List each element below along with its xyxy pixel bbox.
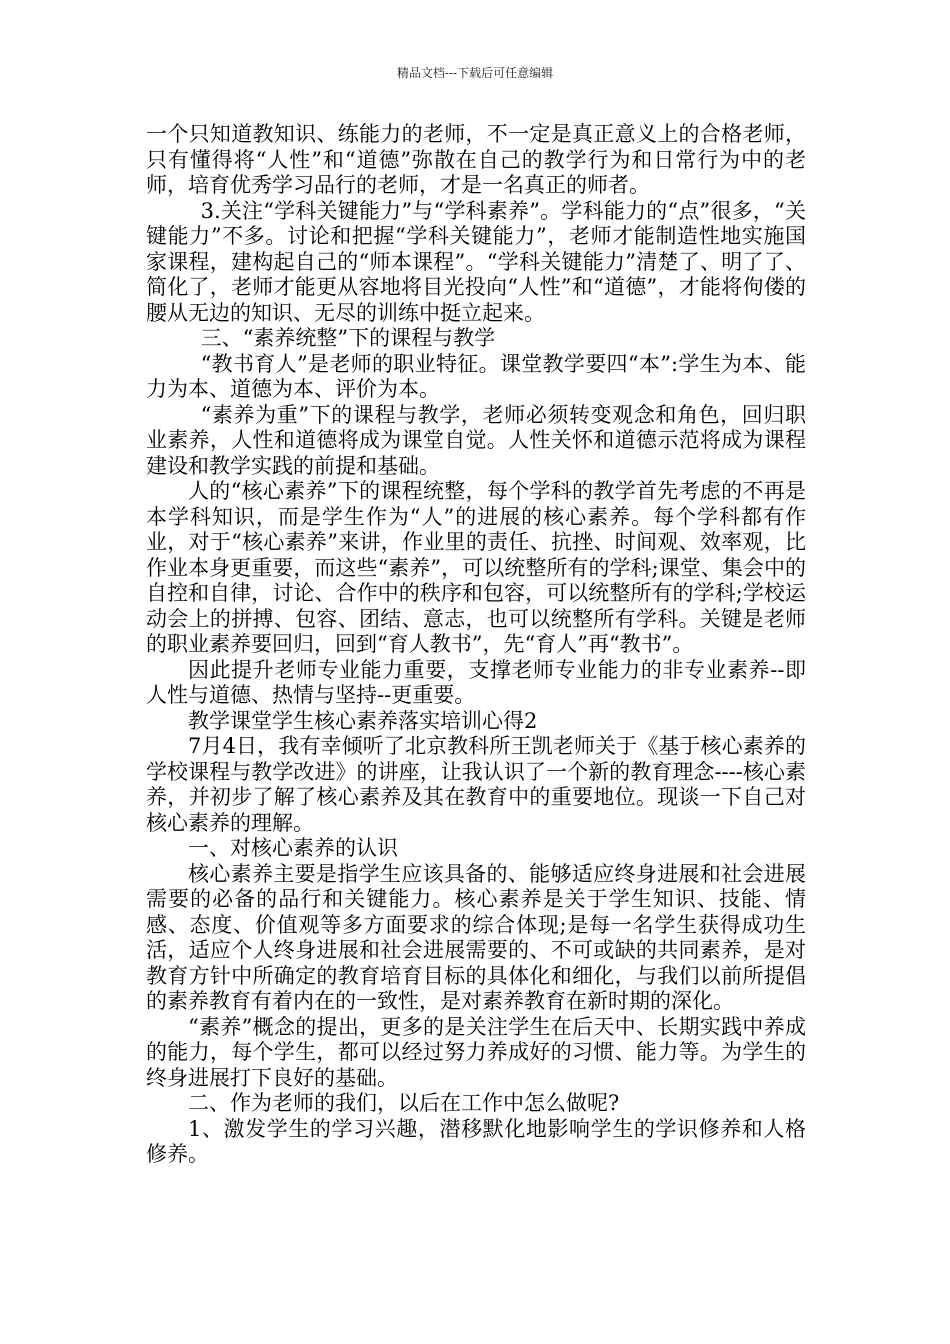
paragraph: 7月4日，我有幸倾听了北京教科所王凯老师关于《基于核心素养的学校课程与教学改进》的讲座，让我认识了一个新的教育理念----核心素养，并初步了解了核心素养及其在教育中的重要地位。现谈一下自己对核心素养的理解。 (146, 734, 806, 835)
document-body (146, 122, 806, 1168)
paragraph: 人的“核心素养”下的课程统整，每个学科的教学首先考虑的不再是本学科知识，而是学生作为“人”的进展的核心素养。每个学科都有作业，对于“核心素养”来讲，作业里的责任、抗挫、时间观、效率观，比作业本身更重要，而这些“素养”，可以统整所有的学科;课堂、集会中的自控和自律，讨论、合作中的秩序和包容，可以统整所有的学科;学校运动会上的拼搏、包容、团结、意志，也可以统整所有学科。关键是老师的职业素养要回归，回到“育人教书”，先“育人”再“教书”。 (146, 479, 806, 656)
section-heading: 三、“素养统整”下的课程与教学 (200, 326, 496, 350)
paragraph: “素养”概念的提出，更多的是关注学生在后天中、长期实践中养成的能力，每个学生，都可以经过努力养成好的习惯、能力等。为学生的终身进展打下良好的基础。 (146, 1014, 806, 1090)
paragraph: 3.关注“学科关键能力”与“学科素养”。学科能力的“点”很多，“关键能力”不多。讨论和把握“学科关键能力”，老师才能制造性地实施国家课程，建构起自己的“师本课程”。“学科关键能力”清楚了、明了了、简化了，老师才能更从容地将目光投向“人性”和“道德”，才能将佝偻的腰从无边的知识、无尽的训练中挺立起来。 (146, 198, 806, 325)
paragraph: 核心素养主要是指学生应该具备的、能够适应终身进展和社会进展需要的必备的品行和关键能力。核心素养是关于学生知识、技能、情感、态度、价值观等多方面要求的综合体现;是每一名学生获得成功生活，适应个人终身进展和社会进展需要的、不可或缺的共同素养，是对教育方针中所确定的教育培育目标的具体化和细化，与我们以前所提倡的素养教育有着内在的一致性，是对素养教育在新时期的深化。 (146, 861, 806, 1013)
page-header: 精品文档---下载后可任意编辑 (396, 66, 554, 80)
section-heading: 一、对核心素养的认识 (188, 836, 398, 860)
paragraph: 一个只知道教知识、练能力的老师，不一定是真正意义上的合格老师，只有懂得将“人性”和“道德”弥散在自己的教学行为和日常行为中的老师，培育优秀学习品行的老师，才是一名真正的师者。 (146, 122, 806, 197)
paragraph: “素养为重”下的课程与教学，老师必须转变观念和角色，回归职业素养，人性和道德将成为课堂自觉。人性关怀和道德示范将成为课程建设和教学实践的前提和基础。 (146, 402, 806, 478)
paragraph: 1、激发学生的学习兴趣，潜移默化地影响学生的学识修养和人格修养。 (146, 1116, 806, 1166)
paragraph: 因此提升老师专业能力重要，支撑老师专业能力的非专业素养--即人性与道德、热情与坚持--更重要。 (146, 657, 806, 707)
section-heading: 二、作为老师的我们，以后在工作中怎么做呢? (188, 1091, 620, 1115)
paragraph: “教书育人”是老师的职业特征。课堂教学要四“本”:学生为本、能力为本、道德为本、评价为本。 (146, 351, 806, 401)
section-heading: 教学课堂学生核心素养落实培训心得2 (188, 708, 538, 733)
